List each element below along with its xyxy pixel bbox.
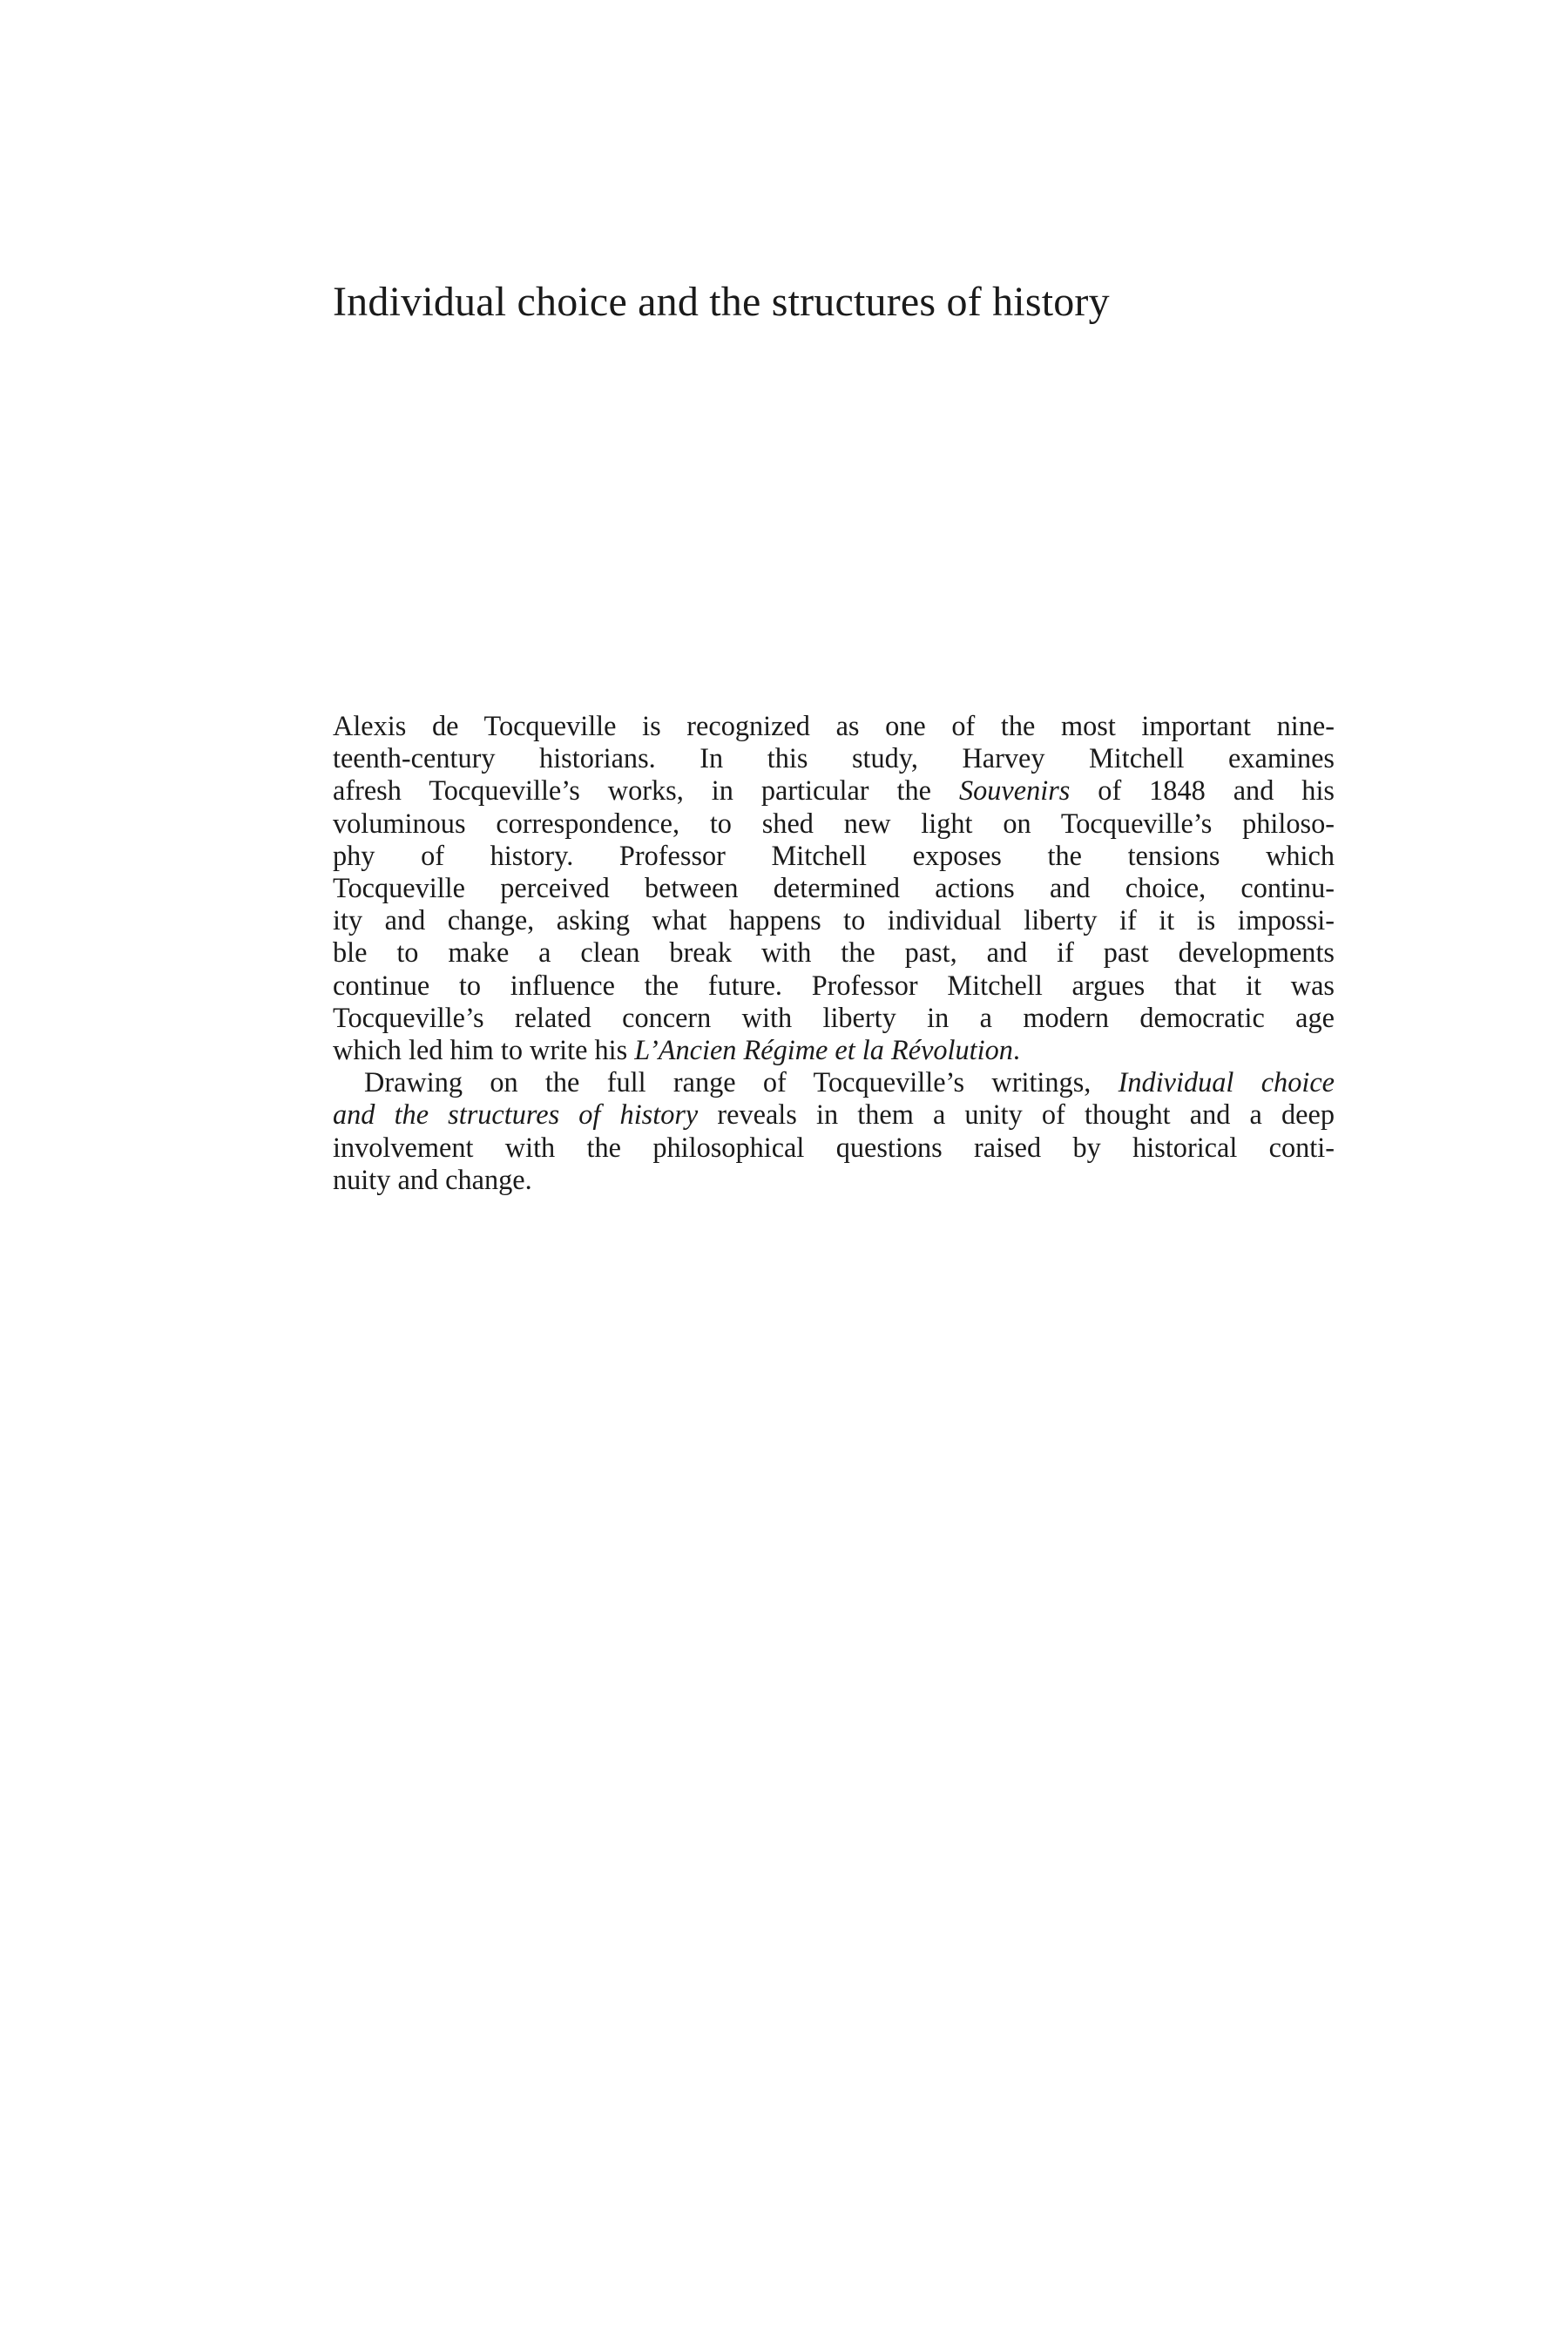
- text-line: nuity and change.: [333, 1163, 532, 1195]
- text-line: continue to influence the future. Professor Mitchell argues that it was: [333, 969, 1335, 1001]
- text-line: Tocqueville perceived between determined actions and choice, continu-: [333, 872, 1335, 904]
- italic-title: Individual choice: [1118, 1066, 1335, 1098]
- text-line: Drawing on the full range of Tocqueville’s writings, Individual choice: [364, 1066, 1335, 1098]
- italic-title: L’Ancien Régime et la Révolution: [634, 1034, 1013, 1066]
- text-line: ble to make a clean break with the past, and if past developments: [333, 936, 1335, 969]
- text-line: involvement with the philosophical questions raised by historical conti-: [333, 1131, 1335, 1163]
- page-title: Individual choice and the structures of history: [333, 279, 1110, 325]
- text-line: phy of history. Professor Mitchell exposes the tensions which: [333, 839, 1335, 871]
- text-line: afresh Tocqueville’s works, in particular the Souvenirs of 1848 and his: [333, 774, 1335, 807]
- description-text: [333, 710, 1335, 1196]
- italic-title: and the structures of history: [333, 1098, 699, 1131]
- text-line: voluminous correspondence, to shed new light on Tocqueville’s philoso-: [333, 807, 1335, 839]
- paragraph-2: [333, 1066, 1335, 1196]
- text-line: which led him to write his L’Ancien Régime et la Révolution.: [333, 1034, 1020, 1066]
- italic-title: Souvenirs: [958, 774, 1071, 807]
- text-line: Tocqueville’s related concern with liberty in a modern democratic age: [333, 1001, 1335, 1033]
- text-line: ity and change, asking what happens to individual liberty if it is impossi-: [333, 904, 1335, 936]
- text-line: Alexis de Tocqueville is recognized as one of the most important nine-: [333, 710, 1335, 741]
- text-line: teenth-century historians. In this study, Harvey Mitchell examines: [333, 742, 1335, 774]
- text-line: and the structures of history reveals in them a unity of thought and a deep: [333, 1098, 1335, 1131]
- paragraph-1: [333, 710, 1335, 1066]
